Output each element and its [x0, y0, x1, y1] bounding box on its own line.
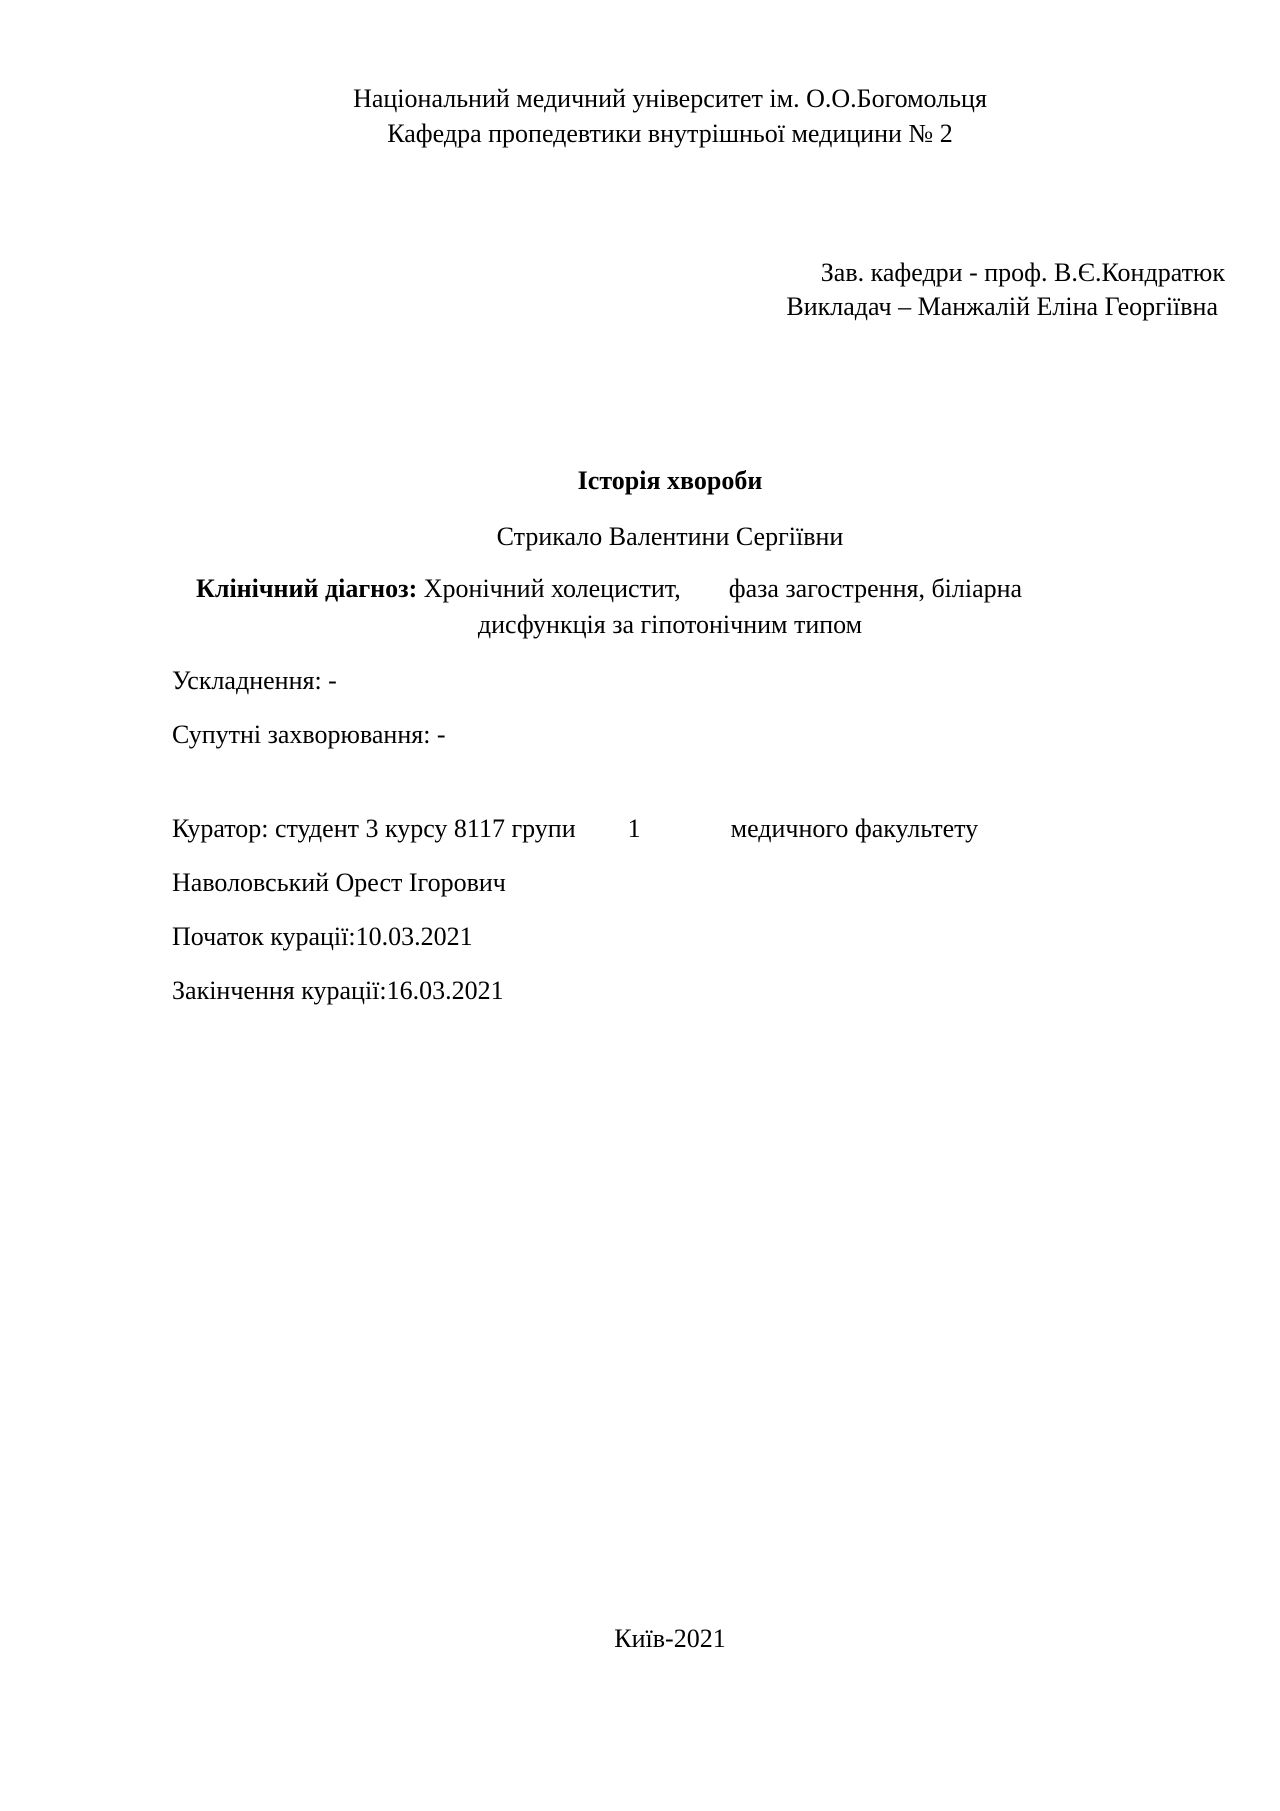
curator-group-number: 1 [627, 814, 641, 843]
department-name: Кафедра пропедевтики внутрішньої медицини № 2 [387, 119, 953, 148]
diagnosis-line-2: дисфункція за гіпотонічним типом [477, 610, 863, 639]
diagnosis-label: Клінічний діагноз: [196, 574, 418, 603]
diagnosis-part-1: Хронічний холецистит, [423, 574, 681, 603]
curator-faculty: медичного факультету [730, 814, 979, 843]
curation-start: Початок курації:10.03.2021 [172, 922, 473, 951]
patient-name: Стрикало Валентини Сергіївни [496, 522, 844, 551]
complications: Ускладнення: - [172, 666, 337, 695]
comorbidities: Супутні захворювання: - [172, 720, 446, 749]
document-title: Історія хвороби [577, 466, 763, 495]
diagnosis-part-2: фаза загострення, біліарна [728, 574, 1023, 603]
diagnosis-line-1 [196, 572, 1022, 606]
curator-info: Куратор: студент 3 курсу 8117 групи [172, 814, 576, 843]
curator-line [172, 812, 978, 846]
teacher: Викладач – Манжалій Еліна Георгіївна [786, 292, 1218, 321]
city-year: Київ-2021 [614, 1624, 726, 1653]
curator-name: Наволовський Орест Ігорович [172, 868, 506, 897]
curation-end: Закінчення курації:16.03.2021 [172, 976, 504, 1005]
head-of-department: Зав. кафедри - проф. В.Є.Кондратюк [820, 258, 1225, 287]
university-name: Національний медичний університет ім. О.О.Богомольця [353, 84, 987, 113]
